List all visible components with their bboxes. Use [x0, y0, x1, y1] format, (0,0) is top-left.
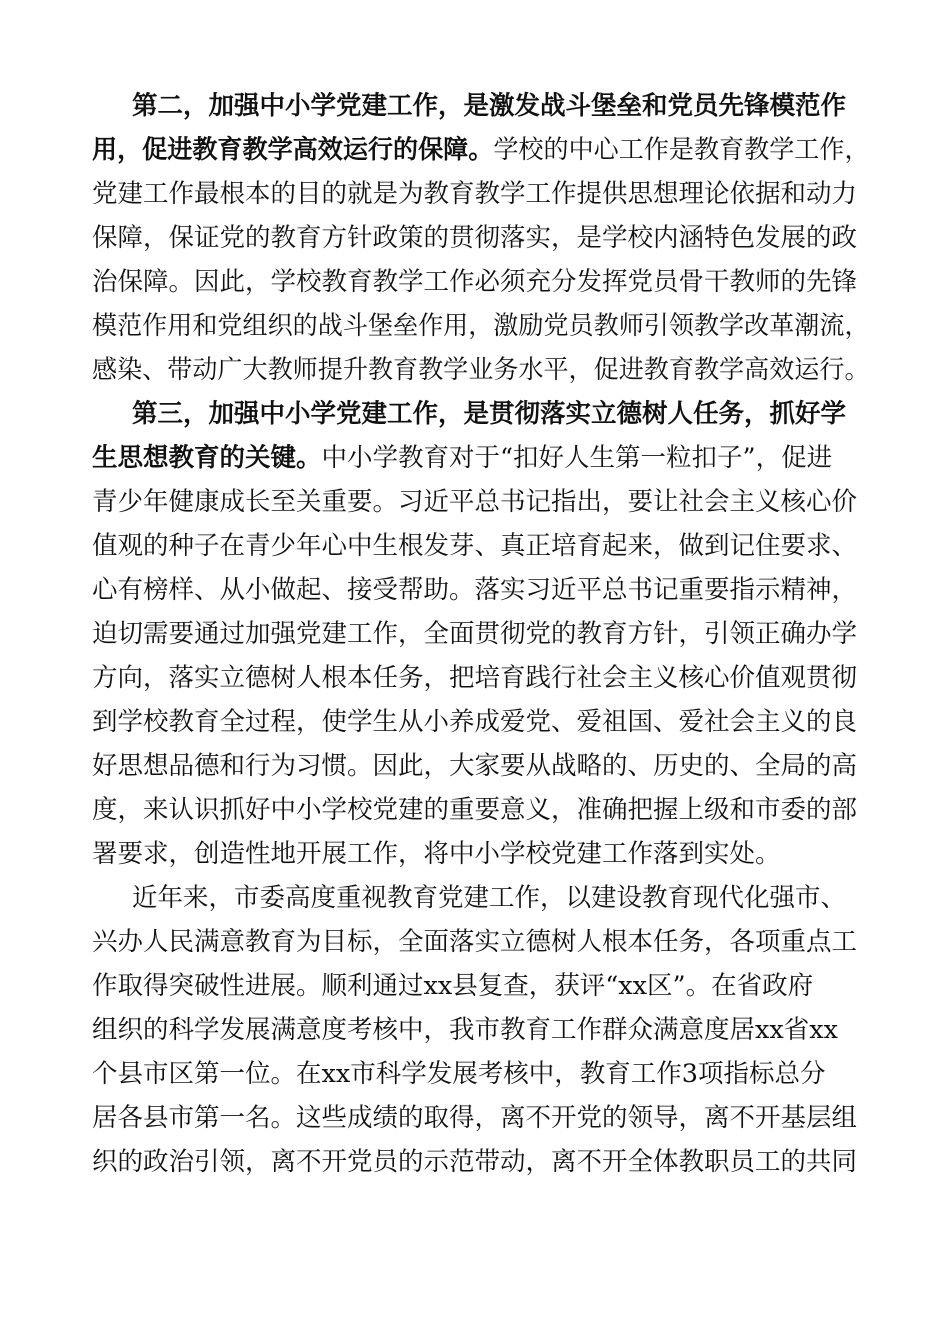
p2-line-5: 心有榜样、从小做起、接受帮助。落实习近平总书记重要指示精神，: [92, 575, 858, 605]
p1-line-3: 党建工作最根本的目的就是为教育教学工作提供思想理论依据和动力: [92, 179, 858, 209]
p1-line-5: 治保障。因此，学校教育教学工作必须充分发挥党员骨干教师的先锋: [92, 267, 858, 297]
p3-line-6: 居各县市第一名。这些成绩的取得，离不开党的领导，离不开基层组: [92, 1103, 858, 1133]
p1-line-2: [92, 128, 870, 172]
p2-line-3: 青少年健康成长至关重要。习近平总书记指出，要让社会主义核心价: [92, 487, 858, 517]
p2-line-10: 度，来认识抓好中小学校党建的重要意义，准确把握上级和市委的部: [92, 795, 858, 825]
p3-line-7: 织的政治引领，离不开党员的示范带动，离不开全体教职员工的共同: [92, 1147, 858, 1177]
p1-line-2-text: 学校的中心工作是教育教学工作，: [493, 135, 870, 165]
p1-line-4: 保障，保证党的教育方针政策的贯彻落实，是学校内涵特色发展的政: [92, 223, 858, 253]
p2-line-8: 到学校教育全过程，使学生从小养成爱党、爱祖国、爱社会主义的良: [92, 707, 858, 737]
p3-line-2: 兴办人民满意教育为目标，全面落实立德树人根本任务，各项重点工: [92, 927, 858, 957]
p1-heading-line-1: 第二，加强中小学党建工作，是激发战斗堡垒和党员先锋模范作: [132, 91, 847, 121]
p3-line-4: 组织的科学发展满意度考核中，我市教育工作群众满意度居xx省xx: [92, 1015, 839, 1045]
p2-line-11: 署要求，创造性地开展工作，将中小学校党建工作落到实处。: [92, 839, 781, 869]
p2-line-6: 迫切需要通过加强党建工作，全面贯彻党的教育方针，引领正确办学: [92, 619, 858, 649]
p2-line-2-text: 中小学教育对于“扣好人生第一粒扣子”，促进: [321, 443, 833, 473]
p1-heading-line-2: 用，促进教育教学高效运行的保障。: [92, 135, 494, 165]
p2-line-2: [92, 436, 832, 480]
p1-line-6: 模范作用和党组织的战斗堡垒作用，激励党员教师引领教学改革潮流，: [92, 311, 870, 341]
p2-line-4: 值观的种子在青少年心中生根发芽、真正培育起来，做到记住要求、: [92, 531, 858, 561]
p1-line-7: 感染、带动广大教师提升教育教学业务水平，促进教育教学高效运行。: [92, 355, 870, 385]
p2-line-9: 好思想品德和行为习惯。因此，大家要从战略的、历史的、全局的高: [92, 751, 858, 781]
p3-line-5: 个县市区第一位。在xx市科学发展考核中，教育工作3项指标总分: [92, 1059, 826, 1089]
p3-line-3: 作取得突破性进展。顺利通过xx县复查，获评“xx区”。在省政府: [92, 971, 814, 1001]
p2-heading-line-2: 生思想教育的关键。: [92, 443, 322, 473]
p3-line-1: 近年来，市委高度重视教育党建工作，以建设教育现代化强市、: [132, 883, 847, 913]
p2-line-7: 方向，落实立德树人根本任务，把培育践行社会主义核心价值观贯彻: [92, 663, 858, 693]
p2-heading-line-1: 第三，加强中小学党建工作，是贯彻落实立德树人任务，抓好学: [132, 399, 847, 429]
